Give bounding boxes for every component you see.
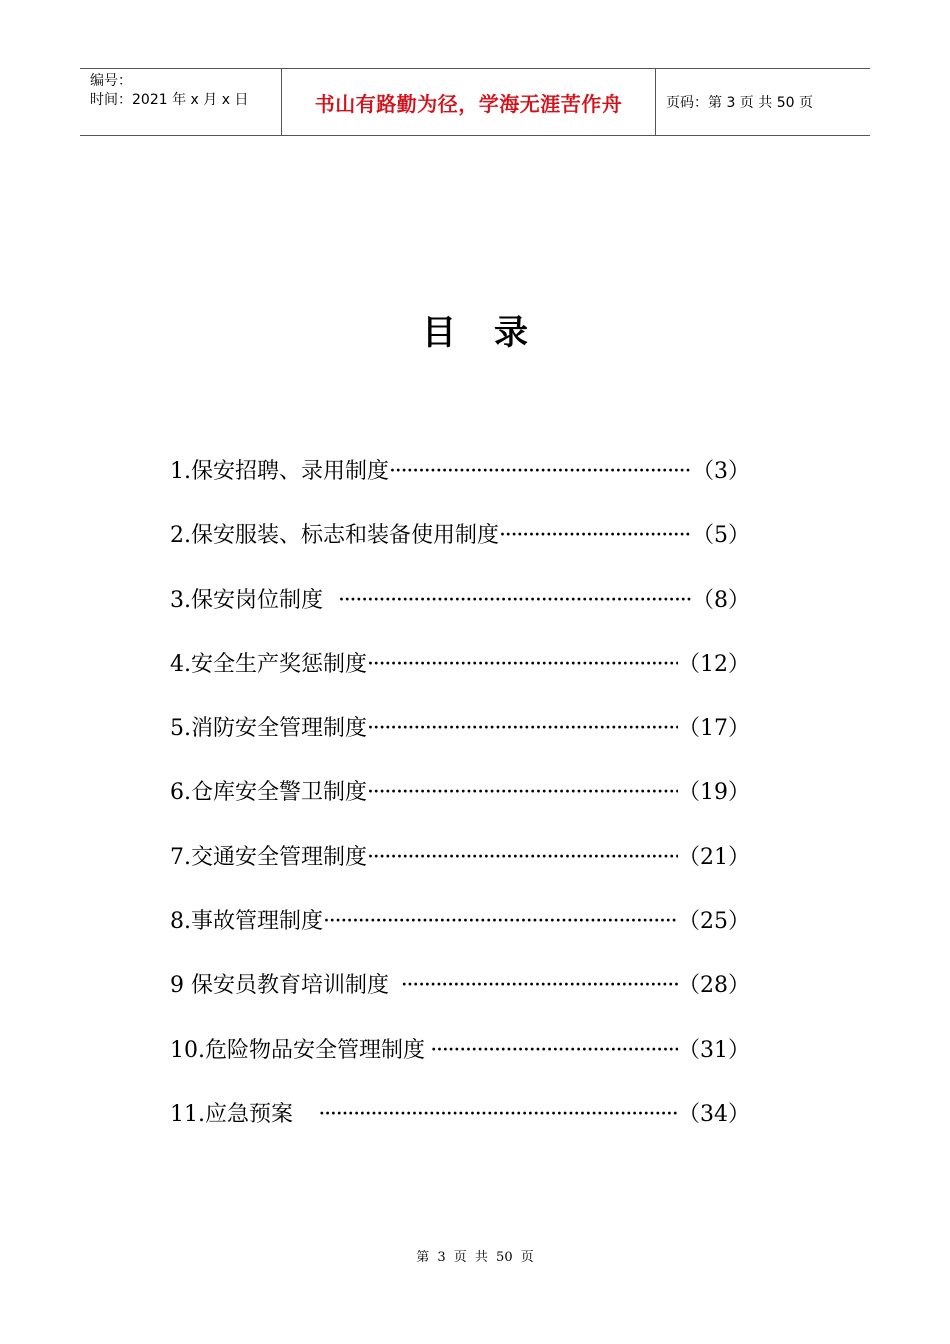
toc-leader-dots [499, 516, 692, 556]
toc-entry[interactable] [170, 581, 750, 645]
toc-leader-dots [389, 452, 692, 492]
toc-leader-dots [318, 1095, 678, 1135]
toc-leader-dots [430, 1031, 678, 1071]
toc-entry-page: （19） [678, 780, 750, 806]
toc-leader-dots [367, 645, 678, 685]
toc-entry-page: （3） [692, 459, 750, 484]
toc-entry-label: 7.交通安全管理制度 [170, 844, 367, 870]
toc-entry[interactable] [170, 1031, 750, 1095]
document-number-label: 编号： [90, 73, 132, 89]
toc-entry-label: 5.消防安全管理制度 [170, 716, 367, 742]
toc-entry-page: （34） [678, 1101, 750, 1127]
toc-entry-label: 1.保安招聘、录用制度 [170, 459, 389, 484]
toc-entry[interactable] [170, 645, 750, 709]
toc-entry[interactable] [170, 773, 750, 837]
toc-entry[interactable] [170, 1095, 750, 1159]
toc-leader-dots [323, 902, 678, 942]
toc-entry[interactable] [170, 452, 750, 516]
toc-leader-dots [367, 773, 678, 813]
toc-entry-label: 6.仓库安全警卫制度 [170, 780, 367, 806]
toc-entry-label: 2.保安服装、标志和装备使用制度 [170, 523, 499, 549]
toc-entry-page: （5） [692, 523, 750, 549]
toc-entry-page: （28） [678, 973, 750, 999]
page-title: 目录 [422, 313, 566, 353]
toc-leader-dots [367, 709, 678, 749]
toc-entry[interactable] [170, 966, 750, 1030]
toc-entry-label: 3.保安岗位制度 [170, 587, 323, 613]
header-meta [80, 69, 282, 135]
table-of-contents [170, 452, 750, 1159]
toc-entry-label: 10.危险物品安全管理制度 [170, 1037, 425, 1063]
toc-entry-page: （25） [678, 909, 750, 935]
toc-entry-page: （8） [692, 587, 750, 613]
toc-entry-label: 4.安全生产奖惩制度 [170, 651, 367, 677]
document-time-label: 时间：2021 年 x 月 x 日 [90, 92, 249, 108]
toc-entry-page: （21） [678, 844, 750, 870]
header-page-info: 页码：第 3 页 共 50 页 [666, 95, 813, 111]
toc-entry-page: （17） [678, 716, 750, 742]
toc-entry-label: 8.事故管理制度 [170, 909, 323, 935]
toc-leader-dots [401, 966, 678, 1006]
toc-leader-dots [338, 581, 692, 621]
toc-entry-page: （12） [678, 651, 750, 677]
page-footer: 第 3 页 共 50 页 [416, 1250, 534, 1265]
toc-entry[interactable] [170, 902, 750, 966]
toc-leader-dots [367, 838, 678, 878]
toc-entry[interactable] [170, 709, 750, 773]
page-header [80, 68, 870, 136]
toc-entry[interactable] [170, 838, 750, 902]
header-motto: 书山有路勤为径，学海无涯苦作舟 [282, 69, 656, 135]
toc-entry-page: （31） [678, 1037, 750, 1063]
toc-entry[interactable] [170, 516, 750, 580]
toc-entry-label: 11.应急预案 [170, 1101, 293, 1127]
toc-entry-label: 9 保安员教育培训制度 [170, 973, 389, 999]
